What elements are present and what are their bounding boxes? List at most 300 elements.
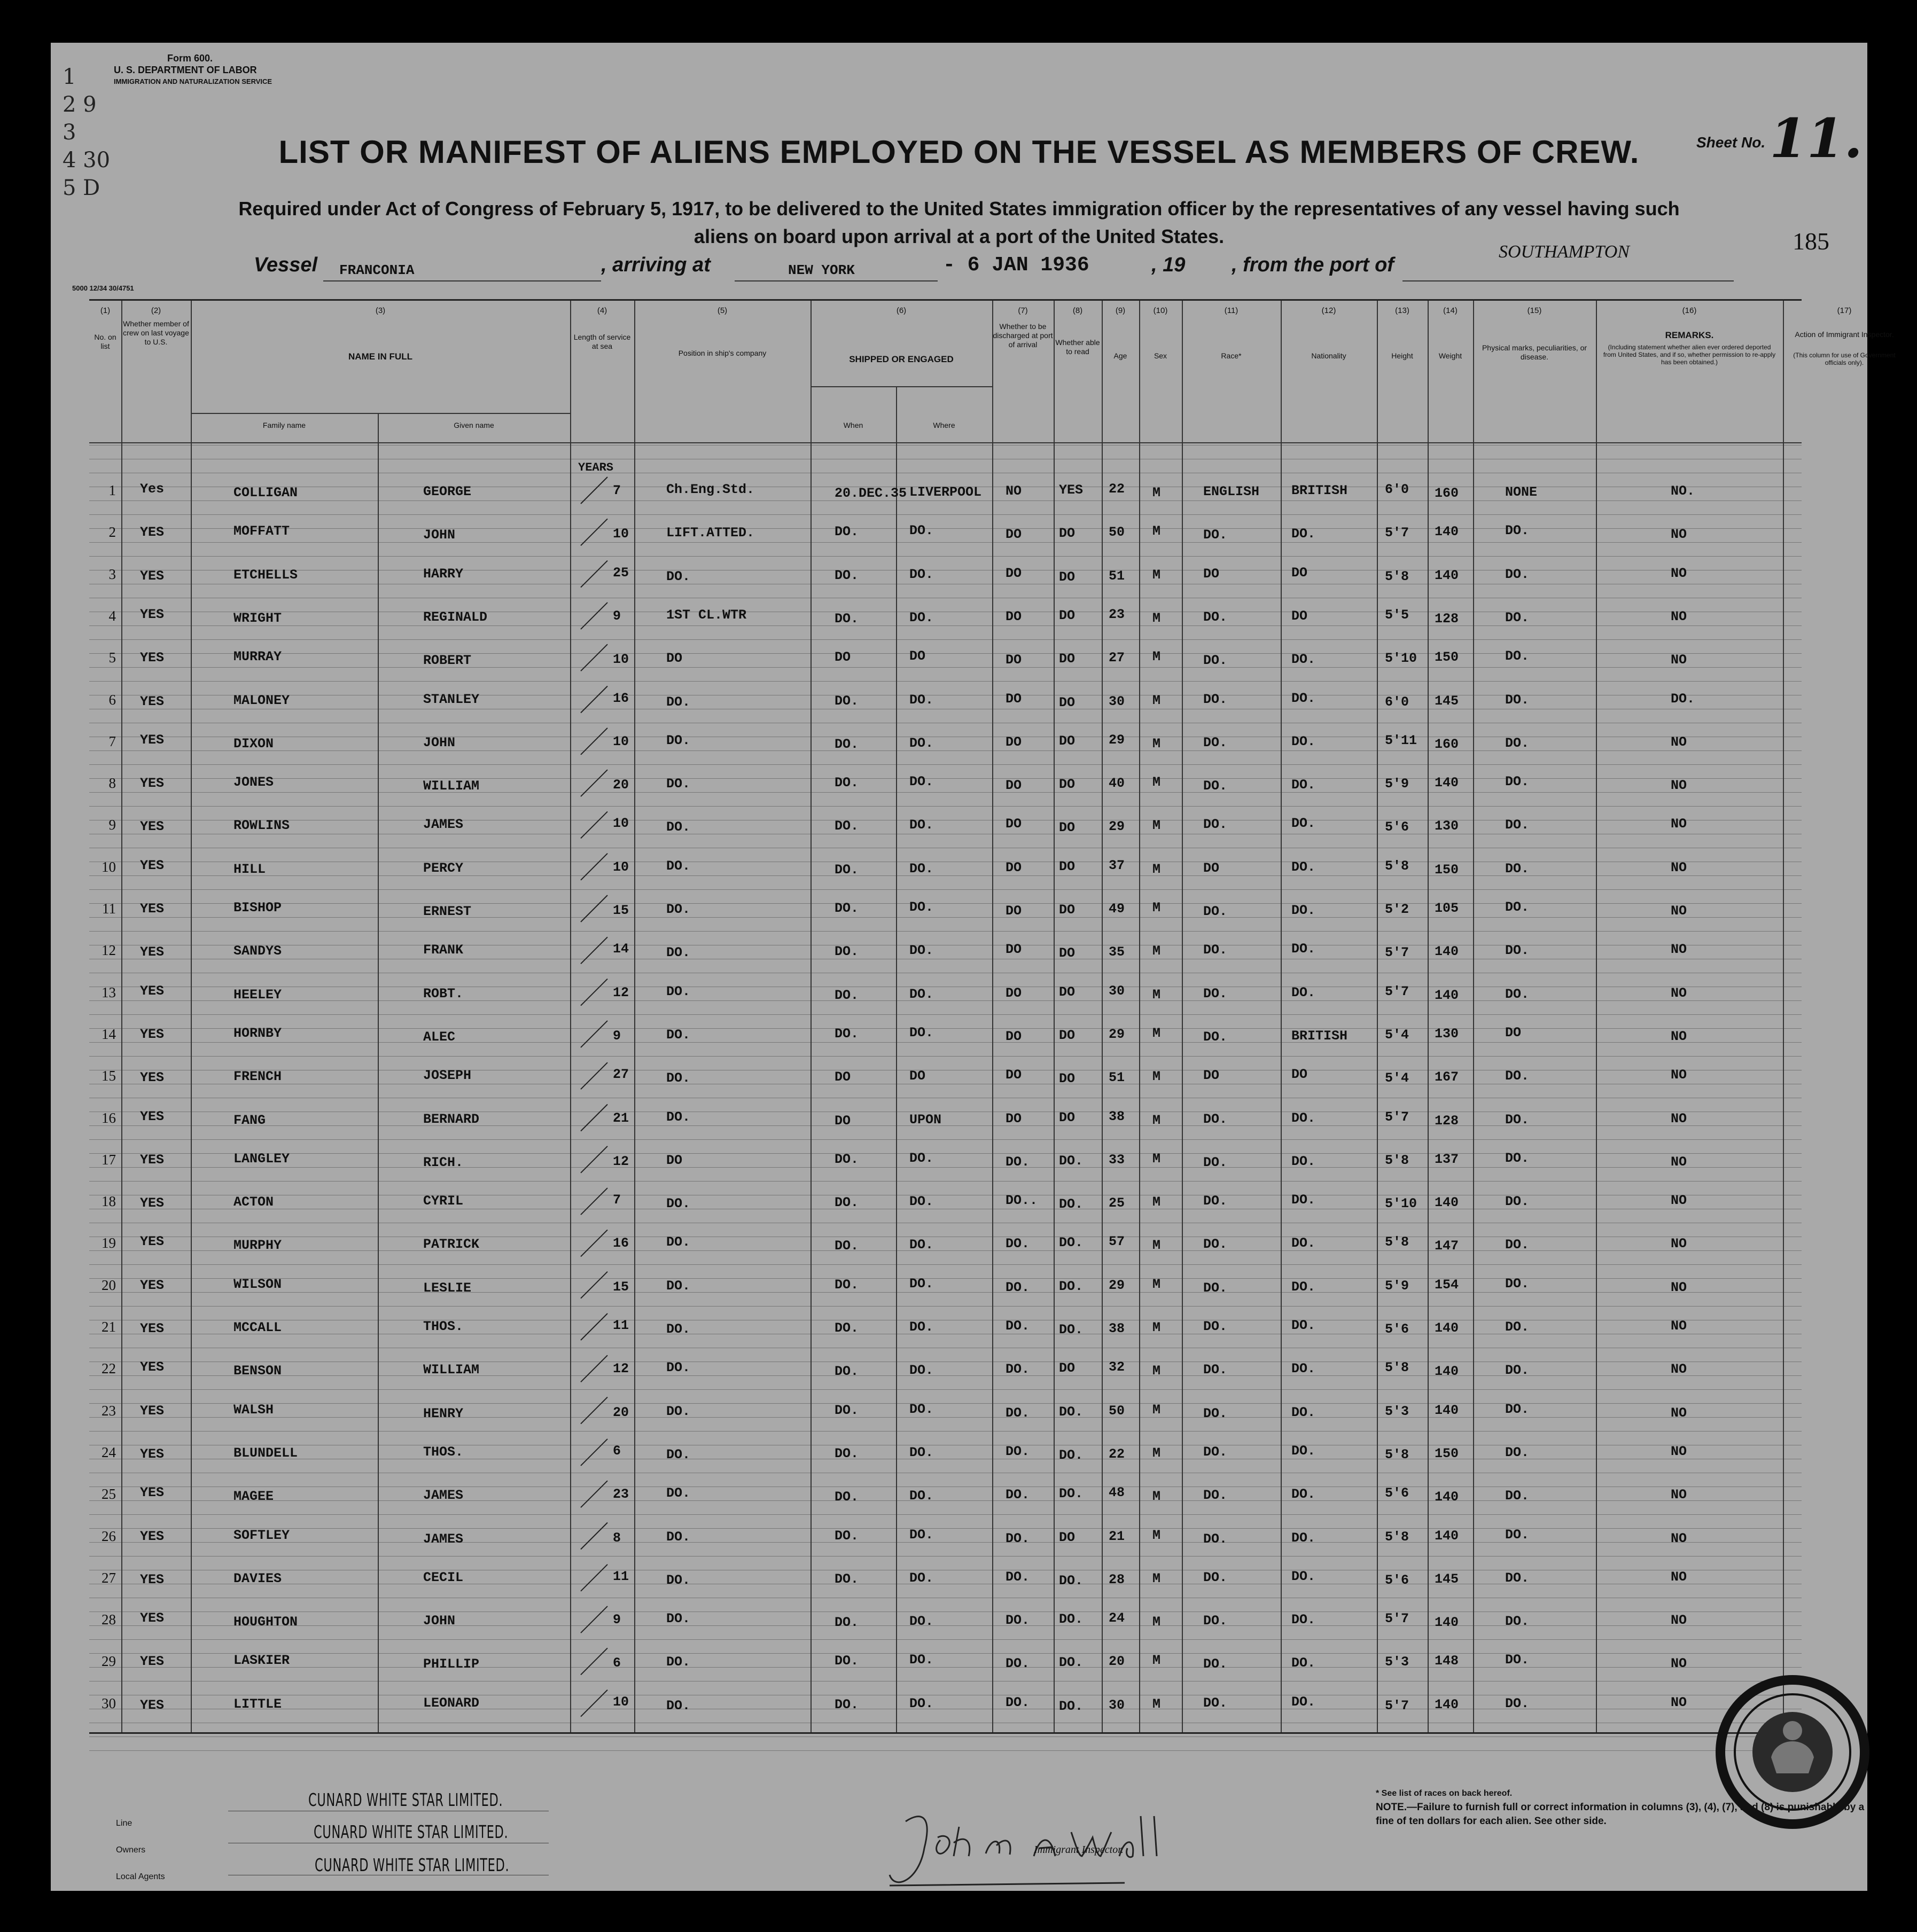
given-name-cell: HARRY — [423, 566, 464, 582]
header-weight: Weight — [1438, 351, 1462, 360]
discharged-cell: DO. — [1006, 1236, 1030, 1252]
remarks-cell: NO — [1671, 942, 1687, 958]
height-cell: 5'6 — [1385, 1321, 1409, 1337]
check-mark — [581, 1690, 607, 1717]
member-cell: YES — [140, 1697, 165, 1713]
shipped-when-cell: 20.DEC.35 — [835, 486, 907, 501]
height-cell: 5'5 — [1385, 607, 1409, 623]
given-name-cell: JOHN — [423, 527, 456, 543]
nationality-cell: BRITISH — [1291, 483, 1348, 498]
discharged-cell: DO. — [1006, 1154, 1030, 1170]
check-mark — [581, 1397, 607, 1424]
col-number: (6) — [896, 306, 907, 315]
remarks-cell: NO. — [1671, 483, 1695, 499]
service-years-cell: 21 — [613, 1110, 629, 1126]
position-cell: DO. — [666, 1234, 691, 1250]
row-number: 5 — [108, 650, 116, 666]
member-cell: YES — [140, 693, 165, 709]
nationality-cell: DO. — [1291, 1694, 1316, 1710]
service-years-cell: 23 — [613, 1487, 629, 1503]
row-number: 17 — [102, 1151, 116, 1168]
remarks-cell: NO — [1671, 1236, 1687, 1252]
header-remarks-note: (Including statement whether alien ever ordered deported from United States, and if so, whether permission to re-apply has been obtained.) — [1603, 343, 1776, 366]
service-years-cell: 10 — [613, 733, 629, 749]
sex-cell: M — [1152, 1025, 1161, 1041]
physical-marks-cell: DO. — [1505, 986, 1530, 1002]
given-name-cell: PHILLIP — [423, 1656, 480, 1672]
remarks-cell: NO — [1671, 1656, 1687, 1672]
height-cell: 5'7 — [1385, 1698, 1409, 1714]
sex-cell: M — [1152, 987, 1161, 1003]
shipped-where-cell: DO — [909, 648, 926, 664]
discharged-cell: DO. — [1006, 1405, 1030, 1421]
row-number: 23 — [102, 1402, 116, 1419]
nationality-cell: DO — [1291, 565, 1308, 581]
member-cell: YES — [140, 983, 165, 999]
remarks-cell: DO. — [1671, 691, 1695, 707]
service-years-cell: 20 — [613, 1404, 629, 1420]
shipped-when-cell: DO. — [835, 1195, 859, 1211]
arrival-date: - 6 JAN 1936 — [943, 254, 1089, 277]
race-cell: DO. — [1203, 1111, 1228, 1127]
shipped-when-cell: DO. — [835, 611, 859, 627]
able-to-read-cell: YES — [1059, 482, 1084, 498]
physical-marks-cell: DO. — [1505, 1237, 1530, 1253]
member-cell: Yes — [140, 481, 165, 497]
header-race: Race* — [1221, 351, 1242, 360]
member-cell: YES — [140, 1026, 165, 1042]
able-to-read-cell: DO — [1059, 858, 1076, 874]
family-name-cell: SANDYS — [233, 943, 282, 959]
race-cell: DO. — [1203, 1193, 1228, 1209]
shipped-where-cell: UPON — [909, 1112, 942, 1128]
able-to-read-cell: DO. — [1059, 1573, 1084, 1589]
remarks-cell: NO — [1671, 816, 1687, 832]
check-mark — [581, 1355, 607, 1382]
sex-cell: M — [1152, 1527, 1161, 1543]
remarks-cell: NO — [1671, 859, 1687, 875]
weight-cell: 145 — [1435, 1571, 1459, 1587]
age-cell: 50 — [1109, 525, 1125, 541]
position-cell: DO. — [666, 1572, 691, 1588]
check-mark — [581, 1146, 607, 1173]
discharged-cell: DO — [1006, 778, 1022, 794]
given-name-cell: JAMES — [423, 817, 464, 833]
shipped-where-cell: DO. — [909, 1024, 934, 1041]
family-name-cell: MAGEE — [233, 1489, 274, 1505]
shipped-where-cell: DO. — [909, 1652, 934, 1668]
weight-cell: 140 — [1435, 987, 1459, 1003]
age-cell: 48 — [1109, 1485, 1125, 1501]
race-cell: DO. — [1203, 527, 1228, 543]
sheet-number-value: 11. — [1770, 107, 1863, 170]
given-name-cell: ALEC — [423, 1029, 456, 1045]
discharged-cell: DO. — [1006, 1487, 1030, 1503]
discharged-cell: DO.. — [1006, 1193, 1038, 1209]
given-name-cell: ROBERT — [423, 653, 472, 669]
family-name-cell: BLUNDELL — [233, 1445, 298, 1461]
able-to-read-cell: DO. — [1059, 1486, 1084, 1502]
able-to-read-cell: DO. — [1059, 1612, 1084, 1628]
row-number: 18 — [102, 1193, 116, 1210]
shipped-when-cell: DO. — [835, 1402, 859, 1418]
row-number: 28 — [102, 1612, 116, 1628]
from-port-label: , from the port of — [1232, 254, 1394, 276]
sex-cell: M — [1152, 1445, 1161, 1461]
able-to-read-cell: DO — [1059, 1027, 1076, 1043]
age-cell: 40 — [1109, 776, 1125, 792]
shipped-when-cell: DO — [835, 1069, 851, 1085]
header-height: Height — [1391, 351, 1413, 360]
service-years-cell: 16 — [613, 1235, 629, 1252]
physical-marks-cell: DO. — [1505, 899, 1530, 915]
nationality-cell: DO. — [1291, 1361, 1316, 1377]
row-number: 29 — [102, 1653, 116, 1670]
discharged-cell: DO. — [1006, 1318, 1030, 1334]
able-to-read-cell: DO — [1059, 694, 1076, 710]
given-name-cell: CYRIL — [423, 1193, 464, 1209]
form-number: Form 600. — [167, 53, 213, 64]
weight-cell: 160 — [1435, 736, 1459, 752]
service-years-cell: 12 — [613, 1361, 629, 1377]
col-number: (17) — [1837, 306, 1852, 315]
col-number: (11) — [1224, 306, 1238, 315]
check-mark — [581, 644, 607, 671]
member-cell: YES — [140, 1152, 165, 1168]
check-mark — [581, 811, 607, 838]
shipped-when-cell: DO. — [835, 693, 859, 709]
height-cell: 5'8 — [1385, 1234, 1409, 1250]
header-nationality: Nationality — [1311, 351, 1346, 360]
nationality-cell: DO. — [1291, 1192, 1316, 1208]
shipped-when-cell: DO. — [835, 524, 859, 540]
row-number: 9 — [108, 817, 116, 833]
row-number: 30 — [102, 1695, 116, 1711]
height-cell: 5'8 — [1385, 1360, 1409, 1376]
shipped-when-cell: DO. — [835, 1320, 859, 1336]
owners-label: Owners — [116, 1845, 146, 1855]
sex-cell: M — [1152, 523, 1161, 539]
row-number: 20 — [102, 1277, 116, 1293]
given-name-cell: REGINALD — [423, 609, 488, 625]
member-cell: YES — [140, 776, 165, 792]
weight-cell: 130 — [1435, 818, 1459, 834]
position-cell: DO. — [666, 1109, 691, 1125]
col-number: (8) — [1072, 306, 1083, 315]
punch-hole — [25, 1335, 44, 1355]
race-cell: DO. — [1203, 778, 1228, 794]
given-name-cell: GEORGE — [423, 484, 472, 499]
service-years-cell: 25 — [613, 565, 629, 581]
manifest-sheet — [51, 43, 1896, 1891]
race-cell: DO. — [1203, 942, 1228, 958]
physical-marks-cell: DO. — [1505, 735, 1530, 751]
position-cell: DO. — [666, 732, 691, 748]
race-cell: ENGLISH — [1203, 484, 1260, 499]
weight-cell: 140 — [1435, 775, 1459, 791]
punch-hole — [24, 1239, 43, 1258]
given-name-cell: ROBT. — [423, 985, 464, 1002]
position-cell: DO. — [666, 858, 691, 874]
physical-marks-cell: DO. — [1505, 1614, 1530, 1630]
check-mark — [581, 1188, 607, 1215]
race-cell: DO. — [1203, 691, 1228, 707]
margin-note: 4 30 — [63, 148, 111, 173]
weight-cell: 140 — [1435, 1696, 1459, 1712]
remarks-cell: NO — [1671, 734, 1687, 750]
nationality-cell: DO. — [1291, 816, 1316, 832]
discharged-cell: NO — [1006, 483, 1022, 499]
height-cell: 5'7 — [1385, 945, 1409, 961]
shipped-where-cell: DO. — [909, 1194, 934, 1210]
margin-note: 3 — [63, 120, 76, 145]
row-number: 27 — [102, 1569, 116, 1586]
family-name-cell: MCCALL — [233, 1320, 282, 1335]
able-to-read-cell: DO — [1059, 777, 1076, 793]
service-years-cell: 9 — [613, 1028, 621, 1044]
able-to-read-cell: DO — [1059, 902, 1076, 918]
given-name-cell: RICH. — [423, 1154, 464, 1170]
member-cell: YES — [140, 819, 165, 835]
header-discharged: Whether to be discharged at port of arrival — [993, 322, 1053, 349]
nationality-cell: DO. — [1291, 1612, 1316, 1628]
able-to-read-cell: DO — [1059, 526, 1076, 542]
inspector-label: Immigrant Inspector. — [1034, 1844, 1124, 1856]
weight-cell: 148 — [1435, 1653, 1459, 1669]
nationality-cell: DO. — [1291, 1487, 1316, 1503]
shipped-where-cell: DO. — [909, 986, 934, 1002]
age-cell: 29 — [1109, 732, 1125, 748]
age-cell: 28 — [1109, 1571, 1125, 1587]
physical-marks-cell: DO. — [1505, 1527, 1530, 1543]
nationality-cell: DO. — [1291, 777, 1316, 793]
sex-cell: M — [1152, 818, 1161, 834]
physical-marks-cell: DO. — [1505, 1112, 1530, 1128]
col-number: (9) — [1115, 306, 1126, 315]
age-cell: 32 — [1109, 1359, 1125, 1375]
shipped-where-cell: DO. — [909, 1276, 934, 1292]
weight-cell: 140 — [1435, 1402, 1459, 1418]
family-name-cell: FANG — [233, 1112, 266, 1128]
height-cell: 5'8 — [1385, 1529, 1409, 1545]
race-cell: DO. — [1203, 1613, 1228, 1629]
row-number: 11 — [102, 901, 116, 917]
discharged-cell: DO — [1006, 1110, 1022, 1127]
remarks-cell: NO — [1671, 1569, 1687, 1585]
shipped-where-cell: DO — [909, 1068, 926, 1084]
col-number: (16) — [1682, 306, 1697, 315]
weight-cell: 128 — [1435, 611, 1459, 627]
service-years-cell: 12 — [613, 984, 629, 1000]
age-cell: 35 — [1109, 944, 1125, 960]
member-cell: YES — [140, 1108, 165, 1124]
row-number: 8 — [108, 775, 116, 792]
able-to-read-cell: DO. — [1059, 1235, 1084, 1251]
shipped-when-cell: DO. — [835, 1151, 859, 1167]
row-number: 2 — [108, 524, 116, 541]
race-cell: DO. — [1203, 985, 1228, 1002]
arriving-label: , arriving at — [601, 254, 711, 276]
service-years-cell: 10 — [613, 526, 629, 542]
able-to-read-cell: DO — [1059, 984, 1076, 1000]
page-subtitle: Required under Act of Congress of February 5, 1917, to be delivered to the United States immigration officer by the representatives of any vessel having such aliens on board upon arrival at a port of the United States. — [238, 198, 1680, 247]
col-number: (14) — [1443, 306, 1458, 315]
nationality-cell: DO. — [1291, 1279, 1316, 1295]
check-mark — [581, 1523, 607, 1550]
height-cell: 5'8 — [1385, 858, 1409, 874]
nationality-cell: DO. — [1291, 1153, 1316, 1169]
row-number: 26 — [102, 1528, 116, 1544]
physical-marks-cell: DO. — [1505, 523, 1530, 539]
height-cell: 5'8 — [1385, 568, 1409, 584]
discharged-cell: DO — [1006, 734, 1022, 750]
check-mark — [581, 895, 607, 922]
family-name-cell: COLLIGAN — [233, 485, 298, 500]
nationality-cell: DO. — [1291, 984, 1316, 1000]
member-cell: YES — [140, 1234, 165, 1250]
weight-cell: 105 — [1435, 901, 1459, 916]
member-cell: YES — [140, 1277, 165, 1293]
given-name-cell: JOHN — [423, 1613, 456, 1629]
given-name-cell: CECIL — [423, 1569, 464, 1585]
able-to-read-cell: DO — [1059, 569, 1076, 585]
sheet-number-label: Sheet No. — [1696, 134, 1766, 151]
sex-cell: M — [1152, 692, 1161, 708]
height-cell: 5'3 — [1385, 1403, 1409, 1419]
department-name: U. S. DEPARTMENT OF LABOR — [114, 65, 257, 75]
family-name-cell: MURRAY — [233, 649, 282, 665]
family-name-cell: DAVIES — [233, 1570, 282, 1586]
service-years-cell: 10 — [613, 1694, 629, 1710]
weight-cell: 128 — [1435, 1113, 1459, 1129]
service-years-cell: 15 — [613, 903, 629, 918]
header-position: Position in ship's company — [678, 349, 767, 357]
weight-cell: 140 — [1435, 567, 1459, 583]
discharged-cell: DO. — [1006, 1530, 1030, 1546]
physical-marks-cell: DO. — [1505, 774, 1530, 790]
age-cell: 24 — [1109, 1610, 1125, 1626]
race-cell: DO — [1203, 1068, 1220, 1084]
shipped-where-cell: DO. — [909, 1695, 934, 1711]
col-number: (7) — [1018, 306, 1028, 315]
age-cell: 25 — [1109, 1195, 1125, 1211]
weight-cell: 154 — [1435, 1277, 1459, 1293]
sex-cell: M — [1152, 1151, 1161, 1167]
line-label: Line — [116, 1819, 133, 1828]
physical-marks-cell: DO. — [1505, 1401, 1530, 1417]
position-cell: DO. — [666, 945, 691, 961]
remarks-cell: NO — [1671, 1110, 1687, 1127]
given-name-cell: STANLEY — [423, 691, 480, 707]
weight-cell: 147 — [1435, 1238, 1459, 1254]
row-number: 7 — [108, 733, 116, 749]
check-mark — [581, 477, 607, 504]
shipped-where-cell: DO. — [909, 1488, 934, 1504]
able-to-read-cell: DO. — [1059, 1655, 1084, 1671]
row-number: 13 — [102, 984, 116, 1000]
col-number: (4) — [597, 306, 607, 315]
physical-marks-cell: DO. — [1505, 1276, 1530, 1292]
family-name-cell: FRENCH — [233, 1069, 282, 1085]
remarks-cell: NO — [1671, 1443, 1687, 1459]
discharged-cell: DO. — [1006, 1656, 1030, 1672]
remarks-cell: NO — [1671, 1028, 1687, 1044]
discharged-cell: DO — [1006, 1028, 1022, 1044]
member-cell: YES — [140, 1485, 165, 1501]
weight-cell: 140 — [1435, 1195, 1459, 1211]
row-number: 19 — [102, 1235, 116, 1252]
age-cell: 29 — [1109, 1277, 1125, 1293]
member-cell: YES — [140, 1070, 165, 1086]
row-number: 25 — [102, 1486, 116, 1503]
age-cell: 51 — [1109, 1070, 1125, 1086]
discharged-cell: DO — [1006, 859, 1022, 875]
check-mark — [581, 728, 607, 755]
given-name-cell: JOSEPH — [423, 1068, 472, 1084]
nationality-cell: DO. — [1291, 1655, 1316, 1671]
race-cell: DO. — [1203, 1280, 1228, 1296]
shipped-where-cell: DO. — [909, 609, 934, 625]
race-cell: DO. — [1203, 817, 1228, 833]
remarks-cell: NO — [1671, 608, 1687, 624]
race-cell: DO. — [1203, 1444, 1228, 1460]
service-years-cell: 16 — [613, 690, 629, 706]
service-name: IMMIGRATION AND NATURALIZATION SERVICE — [114, 77, 272, 85]
check-mark — [581, 519, 607, 545]
check-mark — [581, 1230, 607, 1256]
member-cell: YES — [140, 568, 165, 584]
age-cell: 29 — [1109, 1026, 1125, 1042]
shipped-where-cell: DO. — [909, 1237, 934, 1253]
physical-marks-cell: DO. — [1505, 692, 1530, 708]
remarks-cell: NO — [1671, 527, 1687, 543]
physical-marks-cell: DO. — [1505, 648, 1530, 664]
discharged-cell: DO. — [1006, 1279, 1030, 1295]
crew-table — [89, 299, 1896, 1734]
penalty-note: NOTE.—Failure to furnish full or correct information in columns (3), (4), (7), and (8) is punishable by a fine of ten dollars for each alien. See other side. — [1376, 1802, 1865, 1827]
sex-cell: M — [1152, 1570, 1161, 1586]
race-cell: DO. — [1203, 1362, 1228, 1378]
able-to-read-cell: DO. — [1059, 1153, 1084, 1169]
age-cell: 50 — [1109, 1403, 1125, 1419]
remarks-cell: NO — [1671, 1694, 1687, 1710]
shipped-when-cell: DO. — [835, 862, 859, 878]
weight-cell: 130 — [1435, 1026, 1459, 1042]
able-to-read-cell: DO — [1059, 1529, 1076, 1545]
age-cell: 27 — [1109, 650, 1125, 666]
col-number: (5) — [717, 306, 728, 315]
weight-cell: 137 — [1435, 1151, 1459, 1167]
position-cell: DO. — [666, 1698, 691, 1714]
race-cell: DO. — [1203, 609, 1228, 625]
age-cell: 38 — [1109, 1321, 1125, 1336]
sex-cell: M — [1152, 1614, 1161, 1630]
check-mark — [581, 1481, 607, 1507]
nationality-cell: BRITISH — [1291, 1028, 1348, 1044]
physical-marks-cell: DO. — [1505, 1444, 1530, 1460]
race-cell: DO. — [1203, 1405, 1228, 1421]
shipped-where-cell: DO. — [909, 1614, 934, 1630]
service-years-cell: 9 — [613, 1612, 621, 1628]
header-name-in-full: NAME IN FULL — [348, 351, 412, 362]
row-number: 6 — [108, 691, 116, 708]
race-cell: DO — [1203, 566, 1220, 582]
race-cell: DO. — [1203, 1569, 1228, 1585]
able-to-read-cell: DO. — [1059, 1698, 1084, 1714]
col-number: (10) — [1153, 306, 1168, 315]
header-sex: Sex — [1154, 351, 1167, 360]
able-to-read-cell: DO — [1059, 1109, 1076, 1125]
